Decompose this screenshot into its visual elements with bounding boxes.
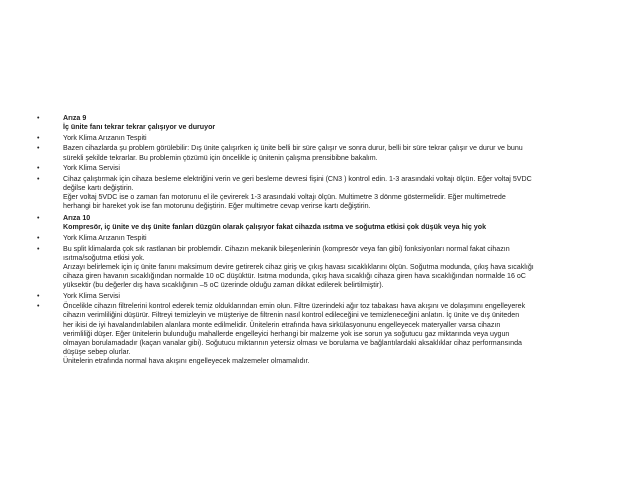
list-item [37,234,622,243]
paragraph-line: Arızayı belirlemek için iç ünite fanını maksimum devire getirerek cihaz giriş ve çıkış havası sıcaklıklarını ölçün. Soğutma modunda, çıkış hava sıcaklığı [63,262,534,271]
list-item [37,175,622,211]
bullet-icon: • [37,174,40,183]
bullet-icon: • [37,291,40,300]
list-item [37,292,622,301]
list-item [37,214,622,232]
paragraph-line: cihaza giren havanın sıcaklığından normalde 10 oC düşüktür. Isıtma modunda, çıkış hava sıcaklığı cihaza giren hava sıcaklığından normalde 16 oC [63,271,526,280]
bullet-icon: • [37,133,40,142]
section-label: York Klima Arızanın Tespiti [63,133,147,142]
paragraph-line: düşüşe sebep olurlar. [63,347,131,356]
paragraph-line: cihazın verimliliğini düşürür. Filtreyi temizleyin ve müşteriye de filtrenin nasıl kontrol edileceğini ve temizleneceğini anlatın. İç ünite ve dış üniteden [63,311,520,320]
bullet-icon: • [37,114,40,122]
bullet-icon: • [37,233,40,242]
section-label: York Klima Servisi [63,291,120,300]
list-item [37,114,622,132]
fault-heading: İç ünite fanı tekrar tekrar çalışıyor ve duruyor [63,123,216,132]
paragraph-line: Bu split klimalarda çok sık rastlanan bir problemdir. Cihazın mekanik bileşenlerinin (kompresör veya fan gibi) fonksiyonları normal fakat cihazın [63,244,510,253]
bullet-icon: • [37,164,40,173]
list-item [37,245,622,290]
paragraph-line: yüksektir (bu değerler dış hava sıcaklığının –5 oC üzerinde olduğu zaman dikkat edilerek belirtilmiştir). [63,280,384,289]
paragraph-line: her ikisi de iyi havalandırılabilen alanlara monte edilmelidir. Ünitelerin etrafında hava sirkülasyonunu engelleyecek materyaller varsa cihazın [63,320,501,329]
paragraph-line: verimliliği düşer. Eğer ünitelerin bulunduğu mahallerde engelleyici herhangi bir malzeme yok ise sorun ya soğutucu gaz miktarında veya uygun [63,329,510,338]
section-label: York Klima Servisi [63,164,120,173]
paragraph-line: olmayan borulamadadır (kaçan vanalar gibi). Soğutucu miktarının yetersiz olması ve borulama ve bağlantılardaki aksaklıklar cihaz performansında [63,338,522,347]
list-item [37,164,622,173]
bullet-icon: • [37,214,40,223]
list-item [37,134,622,143]
paragraph-line: Bazen cihazlarda şu problem görülebilir: Dış ünite çalışırken iç ünite belli bir süre çalışır ve sonra durur, belli bir süre tekrar çalışır ve durur ve bunu [63,144,523,153]
paragraph-line: Öncelikle cihazın filtrelerini kontrol ederek temiz olduklarından emin olun. Filtre üzerindeki ağır toz tabakası hava akışını ve dolaşımını engelleyerek [63,302,526,311]
fault-title: Arıza 10 [63,214,91,223]
paragraph-line: Ünitelerin etrafında normal hava akışını engelleyecek malzemeler olmamalıdır. [63,356,310,365]
paragraph-line: Cihaz çalıştırmak için cihaza besleme elektriğini verin ve geri besleme devresi fişini (CN3 ) kontrol edin. 1-3 arasındaki voltajı ölçün. Eğer voltaj 5VDC [63,174,532,183]
paragraph-line: ısıtma/soğutma etkisi yok. [63,253,145,262]
paragraph-line: değilse kartı değiştirin. [63,184,134,193]
bullet-icon: • [37,302,40,311]
paragraph-line: Eğer voltaj 5VDC ise o zaman fan motorunu el ile çevirerek 1-3 arasındaki voltajı ölçün. Multimetre 3 dönme göstermelidir. Eğer multimetrede [63,193,506,202]
list-item [37,302,622,366]
paragraph-line: sürekli şekilde tekrarlar. Bu problemin çözümü için öncelikle iç ünitenin çalışma prensibibne bakalım. [63,153,378,162]
list-item [37,144,622,162]
bullet-icon: • [37,244,40,253]
bullet-list [37,114,622,366]
fault-heading: Kompresör, iç ünite ve dış ünite fanları düzgün olarak çalışıyor fakat cihazda ısıtma ve soğutma etkisi çok düşük veya hiç yok [63,223,487,232]
paragraph-line: herhangi bir hareket yok ise fan motorunu değiştirin. Eğer multimetre cevap verirse kartı değiştirin. [63,202,371,211]
bullet-icon: • [37,144,40,153]
section-label: York Klima Arızanın Tespiti [63,233,147,242]
fault-title: Arıza 9 [63,114,87,122]
